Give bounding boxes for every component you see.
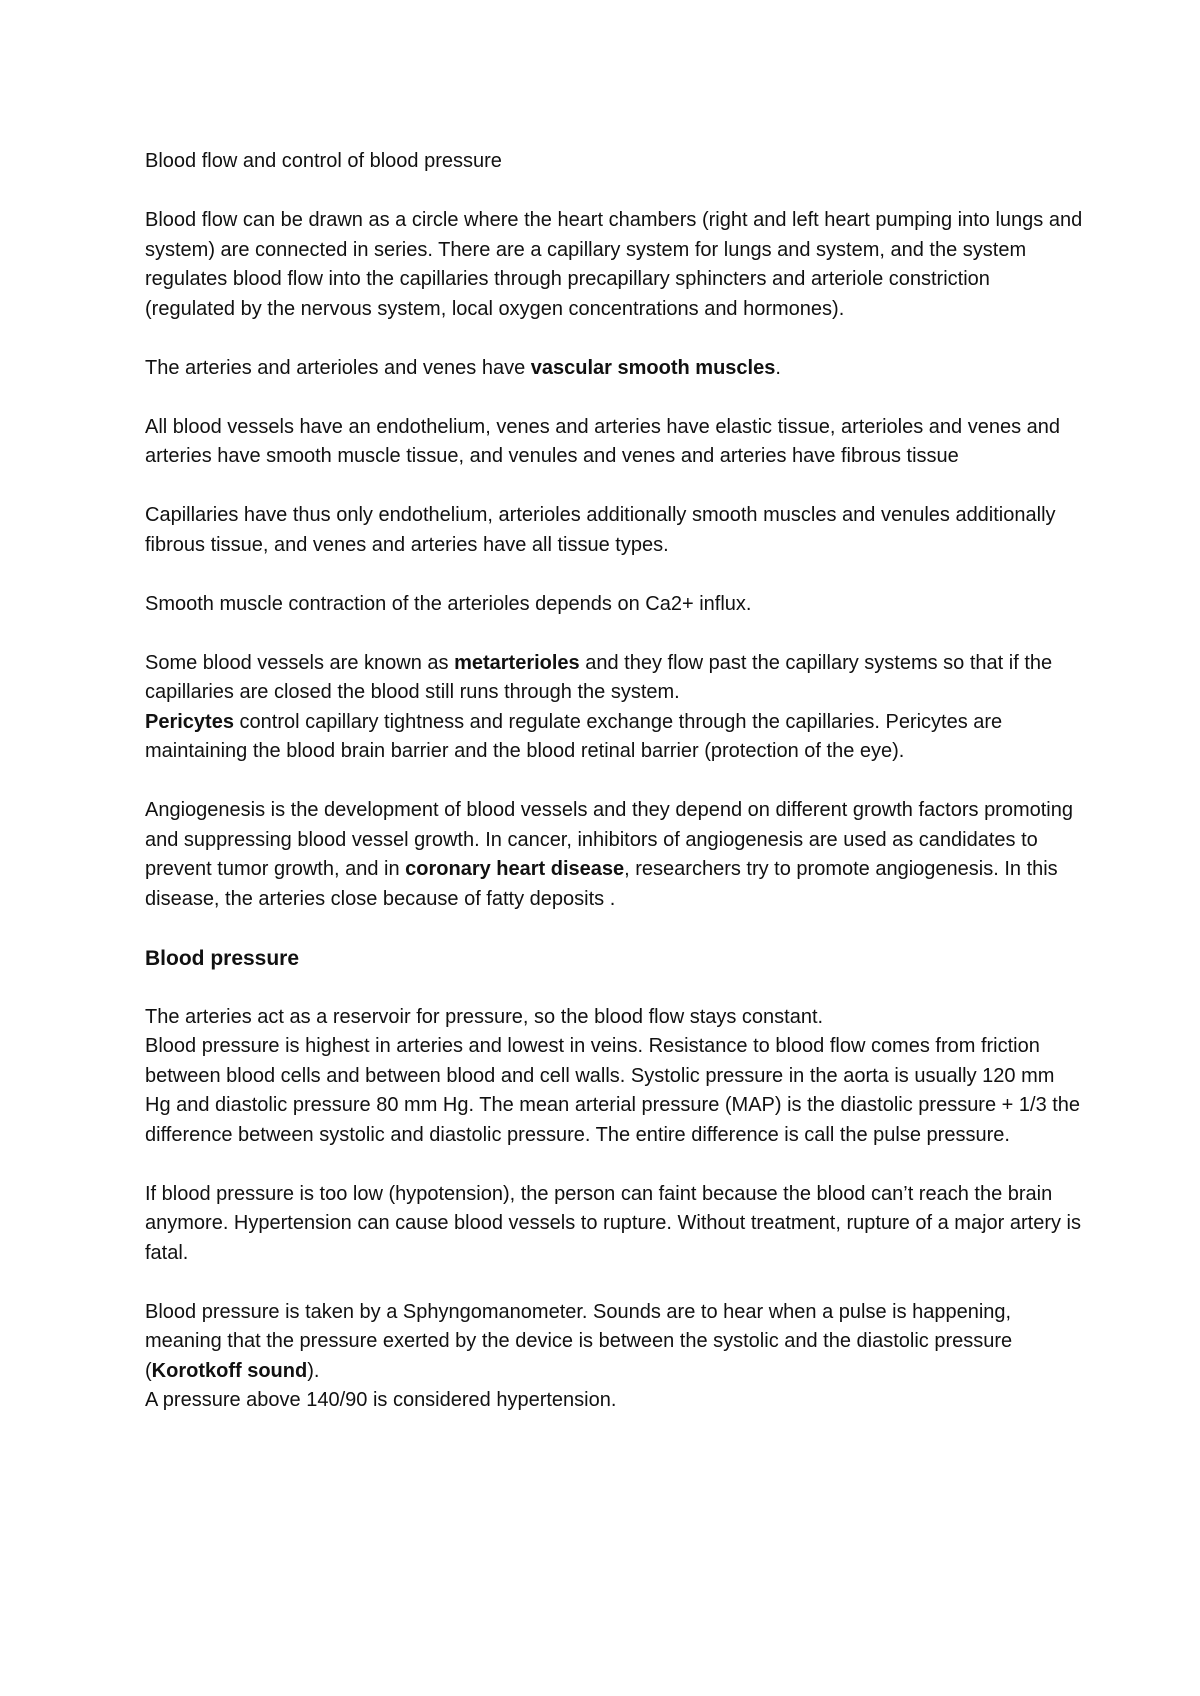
spacer (145, 914, 1085, 944)
paragraph-vessel-tissues: All blood vessels have an endothelium, venes and arteries have elastic tissue, arterioles and venes and arteries have smooth muscle tissue, and venules and venes and arteries have fibrous tissue (145, 415, 1060, 467)
paragraph-sphygmomanometer (145, 1298, 1085, 1387)
paragraph-hypotension: If blood pressure is too low (hypotension), the person can faint because the blood can’t reach the brain anymore. Hypertension can cause blood vessels to rupture. Without treatment, rupture of a major artery is fatal. (145, 1182, 1081, 1264)
spacer (145, 324, 1085, 354)
bold-term: coronary heart disease (405, 858, 625, 880)
spacer (145, 619, 1085, 649)
document-body (145, 147, 1085, 1416)
paragraph-smooth-muscle: Smooth muscle contraction of the arterioles depends on Ca2+ influx. (145, 592, 752, 615)
document-title: Blood flow and control of blood pressure (145, 150, 502, 172)
text: control capillary tightness and regulate exchange through the capillaries. Pericytes are maintaining the blood brain barrier and the blood retinal barrier (protection of the eye). (145, 710, 1003, 762)
paragraph-arteries-reservoir: The arteries act as a reservoir for pressure, so the blood flow stays constant. (145, 1005, 824, 1028)
spacer (145, 767, 1085, 797)
spacer (145, 177, 1085, 207)
paragraph-blood-flow: Blood flow can be drawn as a circle where the heart chambers (right and left heart pumping into lungs and system) are connected in series. There are a capillary system for lungs and system, and the system regulates blood flow into the capillaries through precapillary sphincters and arteriole constriction (regulated by the nervous system, local oxygen concentrations and hormones). (145, 209, 1083, 320)
spacer (145, 973, 1085, 1003)
paragraph-pericytes (145, 708, 1085, 767)
paragraph-metarterioles (145, 649, 1085, 708)
paragraph-vascular-muscles (145, 354, 1085, 384)
paragraph-angiogenesis (145, 796, 1085, 914)
spacer (145, 1268, 1085, 1298)
spacer (145, 472, 1085, 502)
bold-term: Pericytes (145, 710, 234, 733)
spacer (145, 1150, 1085, 1180)
bold-term: metarterioles (454, 651, 580, 674)
text: Angiogenesis is the development of blood vessels and they depend on different growth factors promoting and suppressing blood vessel growth. In cancer, inhibitors of angiogenesis are used as candidates to prevent tumor growth, and in (145, 799, 1073, 880)
text: Some blood vessels are known as (145, 651, 455, 674)
text: . (775, 356, 781, 379)
section-heading-blood-pressure: Blood pressure (145, 946, 300, 970)
text: Blood pressure is taken by a Sphyngomanometer. Sounds are to hear when a pulse is happening, meaning that the pressure exerted by the device is between the systolic and the diastolic pressure ( (145, 1300, 1013, 1382)
paragraph-capillaries: Capillaries have thus only endothelium, arterioles additionally smooth muscles and venules additionally fibrous tissue, and venes and arteries have all tissue types. (145, 504, 1056, 556)
text: ). (307, 1359, 320, 1382)
spacer (145, 383, 1085, 413)
text: The arteries and arterioles and venes have (145, 356, 531, 379)
text: and they flow past the capillary systems so that if the capillaries are closed the blood still runs through the system. (145, 651, 1053, 703)
paragraph-pressure-values: Blood pressure is highest in arteries and lowest in veins. Resistance to blood flow comes from friction between blood cells and between blood and cell walls. Systolic pressure in the aorta is usually 120 mm Hg and diastolic pressure 80 mm Hg. The mean arterial pressure (MAP) is the diastolic pressure + 1/3 the difference between systolic and diastolic pressure. The entire difference is call the pulse pressure. (145, 1035, 1081, 1146)
spacer (145, 560, 1085, 590)
text: , researchers try to promote angiogenesis. In this disease, the arteries close because of fatty deposits . (145, 858, 1058, 910)
bold-term: Korotkoff sound (151, 1359, 308, 1382)
paragraph-hypertension-threshold: A pressure above 140/90 is considered hypertension. (145, 1389, 617, 1411)
bold-term: vascular smooth muscles (530, 356, 776, 379)
